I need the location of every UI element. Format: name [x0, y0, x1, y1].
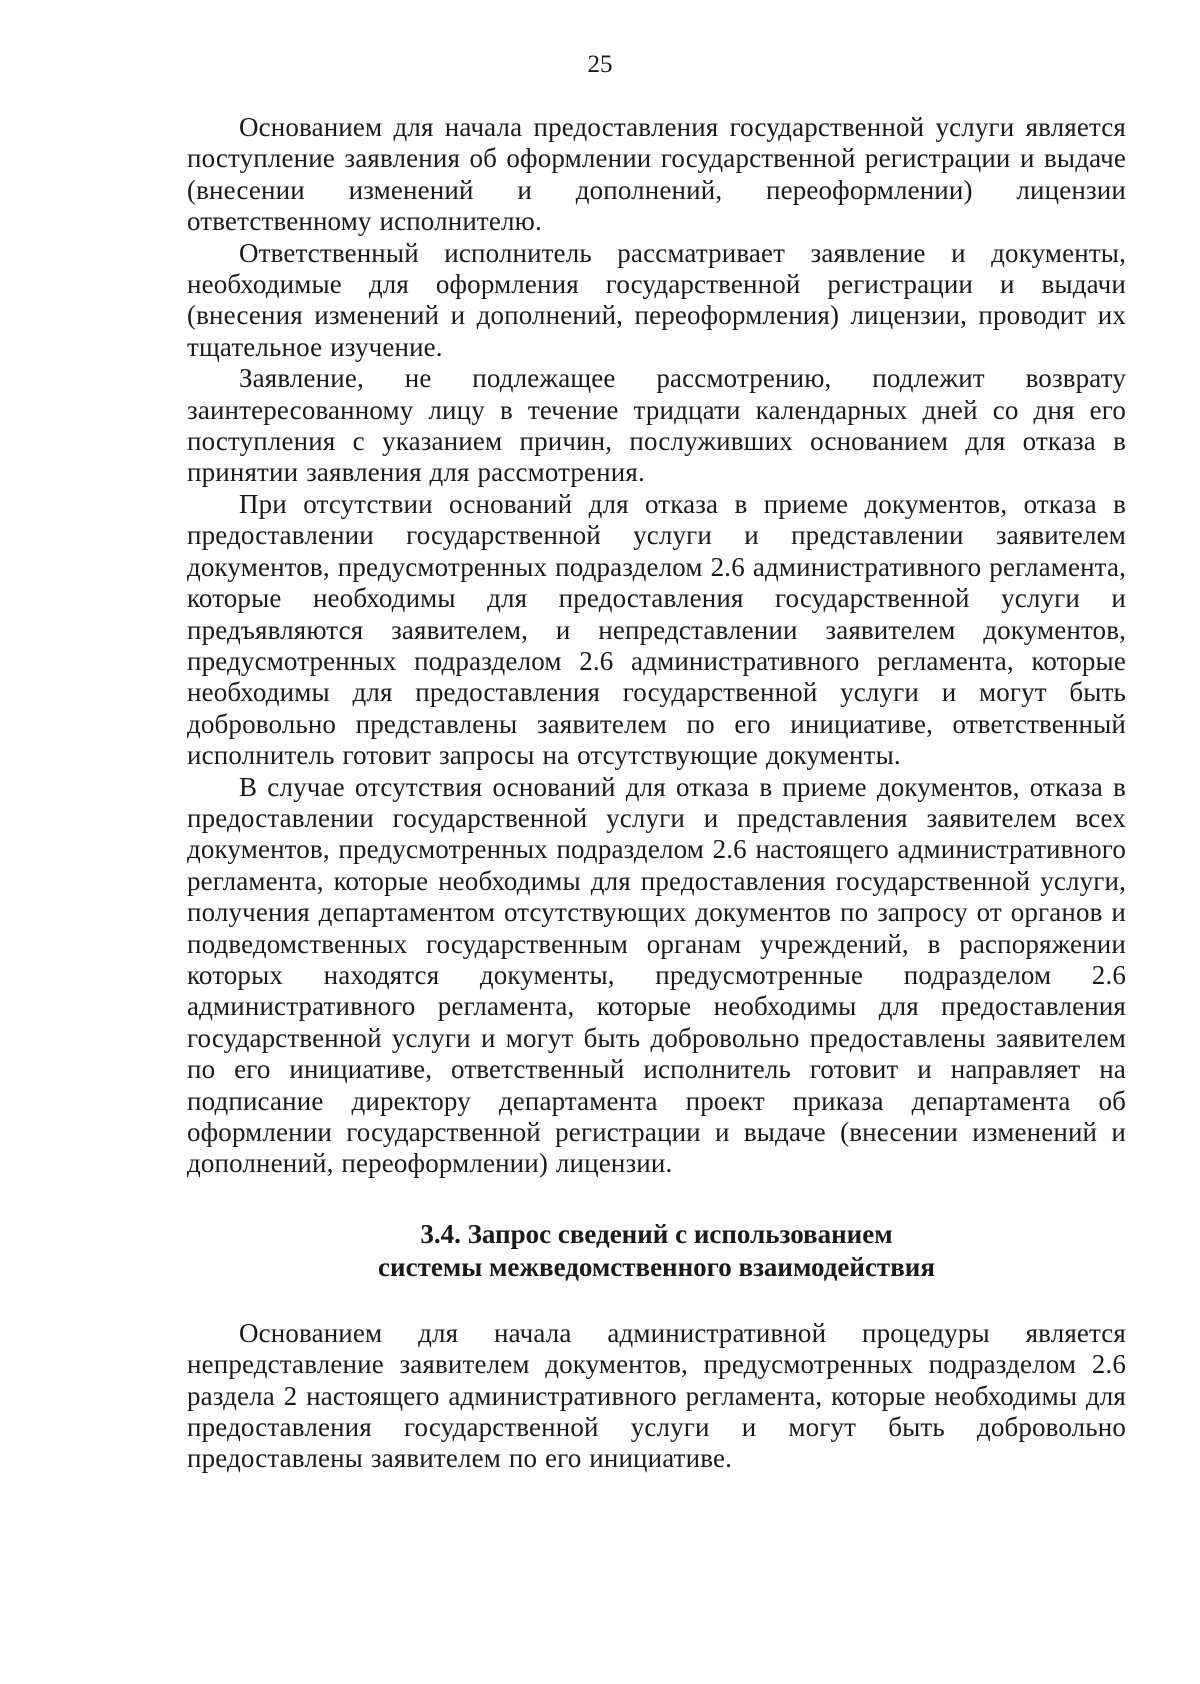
document-body [187, 112, 1126, 1475]
section-heading-line-2: системы межведомственного взаимодействия [378, 1251, 935, 1282]
paragraph-review: Ответственный исполнитель рассматривает заявление и документы, необходимые для оформления государственной регистрации и выдачи (внесения изменений и дополнений, переоформления) лицензии, проводит их тщательное изучение. [187, 237, 1126, 362]
page-number: 25 [587, 51, 613, 78]
paragraph-basis: Основанием для начала предоставления государственной услуги является поступление заявления об оформлении государственной регистрации и выдаче (внесении изменений и дополнений, переоформлении) лицензии ответственному исполнителю. [187, 112, 1126, 237]
paragraph-return: Заявление, не подлежащее рассмотрению, подлежит возврату заинтересованному лицу в течение тридцати календарных дней со дня его поступления с указанием причин, послуживших основанием для отказа в принятии заявления для рассмотрения. [187, 363, 1126, 488]
section-heading [187, 1218, 1126, 1284]
paragraph-requests: При отсутствии оснований для отказа в приеме документов, отказа в предоставлении государственной услуги и представлении заявителем документов, предусмотренных подразделом 2.6 административного регламента, которые необходимы для предоставления государственной услуги и предъявляются заявителем, и непредставлении заявителем документов, предусмотренных подразделом 2.6 административного регламента, которые необходимы для предоставления государственной услуги и могут быть добровольно представлены заявителем по его инициативе, ответственный исполнитель готовит запросы на отсутствующие документы. [187, 488, 1126, 771]
paragraph-order-draft: В случае отсутствия оснований для отказа в приеме документов, отказа в предоставлении государственной услуги и представления заявителем всех документов, предусмотренных подразделом 2.6 настоящего административного регламента, которые необходимы для предоставления государственной услуги, получения департаментом отсутствующих документов по запросу от органов и подведомственных государственным органам учреждений, в распоряжении которых находятся документы, предусмотренные подразделом 2.6 административного регламента, которые необходимы для предоставления государственной услуги и могут быть добровольно предоставлены заявителем по его инициативе, ответственный исполнитель готовит и направляет на подписание директору департамента проект приказа департамента об оформлении государственной регистрации и выдаче (внесении изменений и дополнений, переоформлении) лицензии. [187, 771, 1126, 1179]
section-heading-line-1: 3.4. Запрос сведений с использованием [420, 1218, 893, 1249]
paragraph-section-basis: Основанием для начала административной процедуры является непредставление заявителем документов, предусмотренных подразделом 2.6 раздела 2 настоящего административного регламента, которые необходимы для предоставления государственной услуги и могут быть добровольно предоставлены заявителем по его инициативе. [187, 1317, 1126, 1474]
